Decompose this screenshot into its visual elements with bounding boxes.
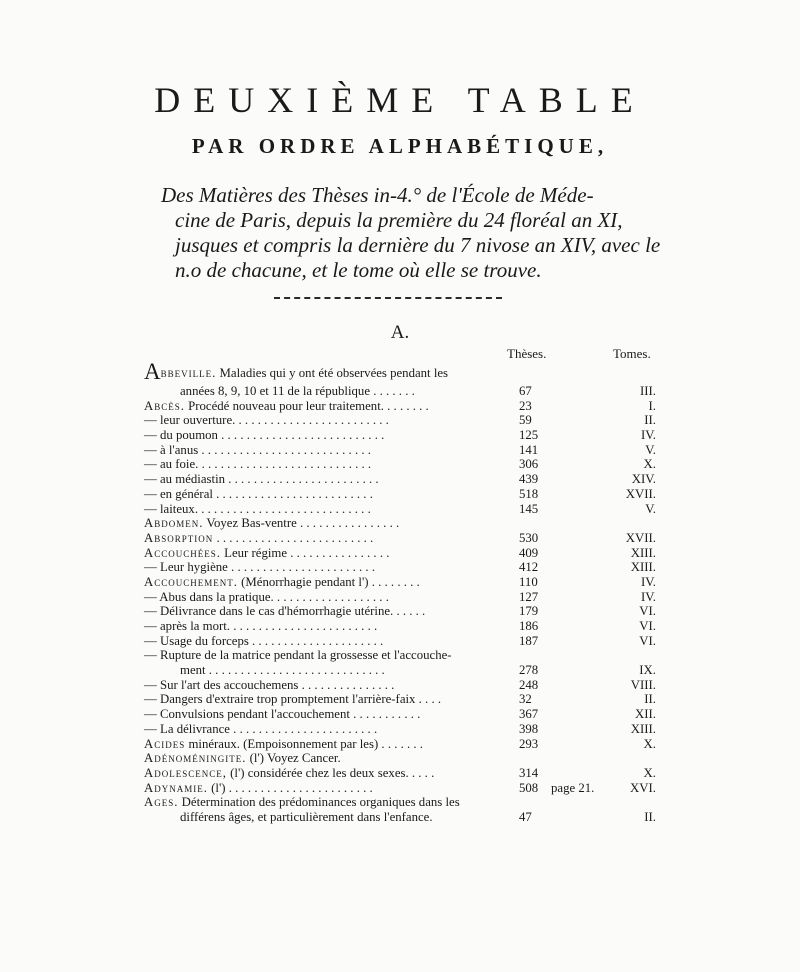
- entry-label: [144, 443, 371, 458]
- index-entry: [0, 751, 800, 766]
- index-entry: [0, 648, 800, 663]
- entry-headword: Abdomen.: [144, 516, 204, 531]
- entry-label: [144, 766, 434, 781]
- index-entries: [0, 359, 800, 825]
- page-reference: page 21.: [551, 780, 595, 795]
- entry-label: [144, 619, 377, 634]
- index-entry: [0, 604, 800, 619]
- entry-label: [144, 795, 460, 810]
- entry-text: différens âges, et particulièrement dans l'enfance.: [180, 809, 433, 824]
- entry-label: [144, 707, 420, 722]
- tome-number: II.: [644, 809, 656, 824]
- entry-label: [144, 648, 452, 663]
- index-entry: [0, 678, 800, 693]
- entry-text: — Dangers d'extraire trop promptement l'arrière-faix . . . .: [144, 692, 442, 707]
- thesis-number: 67: [519, 384, 532, 398]
- tome-number: II.: [644, 413, 656, 428]
- thesis-number: 47: [519, 809, 532, 824]
- entry-headword: Accouchement.: [144, 574, 238, 589]
- entry-label: [144, 487, 373, 502]
- entry-text: — après la mort. . . . . . . . . . . . . . . . . . . . . . . .: [144, 619, 378, 633]
- entry-text: Leur régime . . . . . . . . . . . . . . . .: [220, 545, 390, 560]
- entry-text: Détermination des prédominances organiques dans les: [178, 795, 460, 810]
- tome-number: XVII.: [625, 486, 656, 501]
- entry-text: — La délivrance . . . . . . . . . . . . . . . . . . . . . . .: [144, 721, 378, 736]
- thesis-number: 32: [519, 692, 532, 707]
- index-entry: [0, 487, 800, 502]
- thesis-number: 23: [519, 398, 532, 413]
- thesis-number: 367: [519, 707, 539, 722]
- entry-text: — Leur hygiène . . . . . . . . . . . . . . . . . . . . . . .: [144, 560, 376, 575]
- tome-number: X.: [643, 457, 656, 472]
- tome-number: VIII.: [630, 677, 656, 692]
- entry-label: [144, 737, 423, 752]
- tome-number: IV.: [640, 574, 656, 589]
- tome-number: XVI.: [630, 780, 656, 795]
- tome-number: XII.: [635, 707, 656, 722]
- index-entry: [0, 359, 800, 384]
- entry-label: [144, 678, 394, 693]
- entry-label: [144, 722, 377, 737]
- entry-label: [144, 399, 429, 414]
- index-entry: [0, 502, 800, 517]
- index-entry: [0, 781, 800, 796]
- page-title: DEUXIÈME TABLE: [154, 80, 646, 120]
- index-entry: [0, 766, 800, 781]
- thesis-number: 398: [519, 721, 539, 736]
- index-entry: [0, 428, 800, 443]
- index-entry: [0, 692, 800, 707]
- tome-number: III.: [640, 384, 656, 398]
- entry-text: — en général . . . . . . . . . . . . . . . . . . . . . . . . .: [144, 486, 373, 501]
- drop-capital: A: [144, 359, 161, 384]
- entry-text: . . . . . . . . . . . . . . . . . . . . . . . . .: [213, 530, 374, 545]
- tome-number: VI.: [639, 604, 656, 619]
- thesis-number: 127: [519, 589, 539, 604]
- intro-line: Des Matières des Thèses in-4.° de l'École de Méde-: [161, 183, 594, 207]
- entry-text: — laiteux. . . . . . . . . . . . . . . . . . . . . . . . . . . .: [144, 501, 371, 516]
- entry-text: — Convulsions pendant l'accouchement . . . . . . . . . . .: [144, 707, 421, 722]
- entry-label: [144, 472, 379, 487]
- entry-label: [144, 531, 373, 546]
- tome-number: IV.: [640, 428, 656, 443]
- entry-text: Voyez Bas-ventre . . . . . . . . . . . . . . . .: [203, 516, 400, 531]
- intro-line: jusques et compris la dernière du 7 nivose an XIV, avec le: [175, 233, 661, 257]
- thesis-number: 439: [519, 472, 539, 487]
- entry-headword: Adolescence,: [144, 765, 227, 780]
- thesis-number: 508: [519, 780, 539, 795]
- entry-label: [144, 634, 383, 649]
- thesis-number: 141: [519, 442, 539, 457]
- index-entry: [0, 384, 800, 399]
- tome-number: X.: [643, 765, 656, 780]
- entry-text: années 8, 9, 10 et 11 de la république . . . . . . .: [180, 384, 415, 398]
- entry-label: [144, 560, 375, 575]
- page-subtitle: PAR ORDRE ALPHABÉTIQUE,: [191, 134, 609, 158]
- ornamental-rule: [274, 297, 502, 299]
- intro-line: n.o de chacune, et le tome où elle se trouve.: [175, 258, 542, 282]
- tome-number: V.: [645, 442, 656, 457]
- entry-text: (l') . . . . . . . . . . . . . . . . . . . . . . .: [207, 780, 373, 795]
- entry-headword: Adénoméningite.: [144, 751, 247, 766]
- thesis-number: 412: [519, 560, 539, 575]
- entry-label: [144, 751, 341, 766]
- index-entry: [0, 457, 800, 472]
- thesis-number: 278: [519, 663, 539, 678]
- entry-text: — Sur l'art des accouchemens . . . . . . . . . . . . . . .: [144, 677, 395, 692]
- index-entry: [0, 619, 800, 634]
- thesis-number: 179: [519, 604, 539, 619]
- entry-text: — au médiastin . . . . . . . . . . . . . . . . . . . . . . . .: [144, 472, 379, 487]
- tome-number: IV.: [640, 589, 656, 604]
- entry-text: (l') considérée chez les deux sexes. . . . .: [226, 765, 435, 780]
- thesis-number: 409: [519, 545, 539, 560]
- index-entry: [0, 560, 800, 575]
- index-entry: [0, 810, 800, 825]
- entry-label: [144, 781, 373, 796]
- entry-label: [144, 359, 449, 384]
- entry-label: [144, 604, 425, 619]
- column-header-theses: Thèses.: [507, 346, 547, 361]
- index-entry: [0, 413, 800, 428]
- thesis-number: 110: [519, 574, 538, 589]
- entry-label: [144, 516, 399, 531]
- thesis-number: 187: [519, 633, 539, 648]
- entry-text: (l') Voyez Cancer.: [246, 751, 341, 766]
- entry-text: Procédé nouveau pour leur traitement. . . . . . . .: [184, 398, 429, 413]
- index-entry: [0, 634, 800, 649]
- tome-number: X.: [643, 736, 656, 751]
- entry-headword: Absorption: [144, 530, 214, 545]
- index-entry: [0, 546, 800, 561]
- tome-number: XVII.: [625, 530, 656, 545]
- entry-text: — au foie. . . . . . . . . . . . . . . . . . . . . . . . . . . .: [144, 457, 372, 472]
- index-entry: [0, 399, 800, 414]
- intro-line: cine de Paris, depuis la première du 24 floréal an XI,: [175, 208, 623, 232]
- entry-label: [144, 546, 389, 561]
- section-letter: A.: [390, 322, 410, 343]
- tome-number: V.: [645, 501, 656, 516]
- thesis-number: 186: [519, 619, 539, 633]
- tome-number: II.: [644, 692, 656, 707]
- tome-number: XIII.: [630, 545, 656, 560]
- entry-text: — Abus dans la pratique. . . . . . . . . . . . . . . . . . .: [144, 589, 389, 604]
- index-entry: [0, 443, 800, 458]
- intro-paragraph: [161, 183, 661, 283]
- thesis-number: 59: [519, 413, 532, 428]
- index-entry: [0, 663, 800, 678]
- index-entry: [0, 531, 800, 546]
- entry-text: — Rupture de la matrice pendant la grossesse et l'accouche-: [144, 648, 452, 663]
- tome-number: XIII.: [630, 721, 656, 736]
- entry-label: [180, 384, 415, 399]
- entry-label: [144, 575, 420, 590]
- tome-number: IX.: [639, 663, 656, 678]
- thesis-number: 293: [519, 736, 539, 751]
- entry-text: — du poumon . . . . . . . . . . . . . . . . . . . . . . . . . .: [144, 428, 385, 443]
- thesis-number: 306: [519, 457, 539, 472]
- index-entry: [0, 795, 800, 810]
- column-header-tomes: Tomes.: [613, 346, 651, 361]
- entry-label: [180, 663, 385, 678]
- tome-number: I.: [648, 398, 656, 413]
- index-entry: [0, 575, 800, 590]
- entry-label: [144, 692, 441, 707]
- entry-text: Maladies qui y ont été observées pendant les: [216, 366, 449, 380]
- entry-headword: Abcès.: [144, 398, 185, 413]
- entry-text: (Ménorrhagie pendant l') . . . . . . . .: [237, 574, 420, 589]
- index-entry: [0, 737, 800, 752]
- tome-number: XIII.: [630, 560, 656, 575]
- entry-label: [144, 457, 371, 472]
- thesis-number: 125: [519, 428, 539, 443]
- thesis-number: 530: [519, 530, 539, 545]
- thesis-number: 314: [519, 765, 539, 780]
- thesis-number: 518: [519, 486, 539, 501]
- entry-label: [144, 428, 384, 443]
- entry-headword: Accouchées.: [144, 545, 221, 560]
- entry-label: [180, 810, 433, 825]
- entry-text: ment . . . . . . . . . . . . . . . . . . . . . . . . . . . .: [180, 663, 385, 678]
- index-entry: [0, 590, 800, 605]
- tome-number: XIV.: [631, 472, 656, 487]
- entry-text: — leur ouverture. . . . . . . . . . . . . . . . . . . . . . . . .: [144, 413, 389, 428]
- entry-headword: Acides: [144, 736, 186, 751]
- entry-label: [144, 413, 389, 428]
- index-entry: [0, 707, 800, 722]
- entry-headword: bbeville.: [160, 366, 217, 380]
- entry-text: minéraux. (Empoisonnement par les) . . . . . . .: [185, 736, 424, 751]
- thesis-number: 145: [519, 501, 539, 516]
- tome-number: VI.: [639, 619, 656, 633]
- entry-headword: Adynamie.: [144, 780, 208, 795]
- index-entry: [0, 472, 800, 487]
- entry-text: — Délivrance dans le cas d'hémorrhagie utérine. . . . . .: [144, 604, 426, 619]
- entry-headword: Ages.: [144, 795, 179, 810]
- entry-label: [144, 502, 371, 517]
- entry-text: — Usage du forceps . . . . . . . . . . . . . . . . . . . . .: [144, 633, 384, 648]
- thesis-number: 248: [519, 677, 539, 692]
- index-entry: [0, 516, 800, 531]
- entry-text: — à l'anus . . . . . . . . . . . . . . . . . . . . . . . . . . .: [144, 442, 371, 457]
- tome-number: VI.: [639, 633, 656, 648]
- entry-label: [144, 590, 389, 605]
- index-entry: [0, 722, 800, 737]
